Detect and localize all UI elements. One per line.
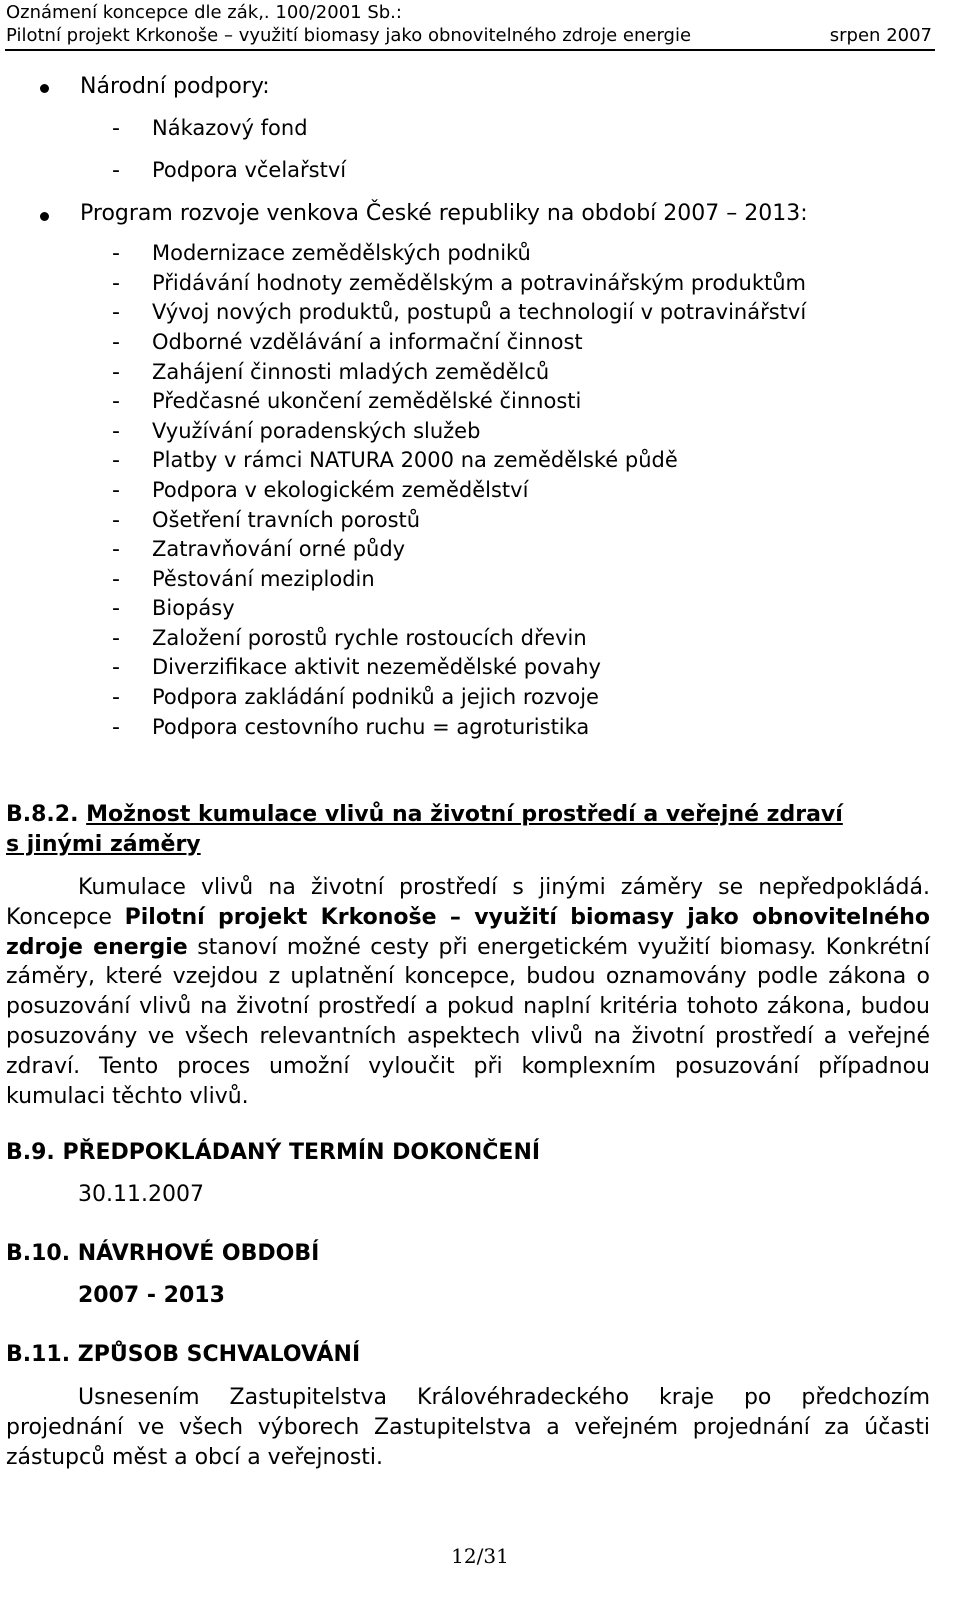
list-item: Podpora cestovního ruchu = agroturistika <box>152 715 590 739</box>
list-item: Odborné vzdělávání a informační činnost <box>152 330 583 354</box>
bullet-icon <box>40 84 49 93</box>
list-item: Diverzifikace aktivit nezemědělské povahy <box>152 655 601 679</box>
section-number: B.8.2. <box>6 802 79 827</box>
list-dash: - <box>112 271 120 296</box>
section-heading-b10: B.10. NÁVRHOVÉ OBDOBÍ <box>6 1241 320 1266</box>
paragraph-bold-title: Pilotní projekt Krkonoše – využití biomasy jako obnovitelného zdroje energie <box>6 904 930 960</box>
header-document-title: Pilotní projekt Krkonoše – využití biomasy jako obnovitelného zdroje energie <box>6 25 692 46</box>
list-item: Pěstování meziplodin <box>152 567 375 591</box>
list-item: Nákazový fond <box>152 116 308 140</box>
paragraph-cumulation <box>6 873 930 1111</box>
list-item: Podpora zakládání podniků a jejich rozvoje <box>152 685 599 709</box>
list-item: Využívání poradenských služeb <box>152 419 481 443</box>
section-heading-b11: B.11. ZPŮSOB SCHVALOVÁNÍ <box>6 1342 361 1367</box>
list-item: Podpora v ekologickém zemědělství <box>152 478 529 502</box>
paragraph-text: Usnesením Zastupitelstva Královéhradeckého kraje po předchozím projednání ve všech výborech Zastupitelstva a veřejném projednání za účasti zástupců měst a obcí a veřejnosti. <box>6 1385 930 1470</box>
section-heading-b9: B.9. PŘEDPOKLÁDANÝ TERMÍN DOKONČENÍ <box>6 1140 541 1165</box>
page-number: 12/31 <box>451 1544 509 1568</box>
list-dash: - <box>112 360 120 385</box>
list-dash: - <box>112 715 120 740</box>
list-dash: - <box>112 596 120 621</box>
list-dash: - <box>112 158 120 183</box>
list-dash: - <box>112 389 120 414</box>
list-item: Zahájení činnosti mladých zemědělců <box>152 360 550 384</box>
header-line-1: Oznámení koncepce dle zák,. 100/2001 Sb.: <box>6 2 402 23</box>
header-date: srpen 2007 <box>829 25 932 46</box>
list-dash: - <box>112 330 120 355</box>
completion-date: 30.11.2007 <box>78 1182 204 1207</box>
paragraph-text: Kumulace vlivů na životní prostředí s jinými záměry se nepředpokládá. Koncepce <box>6 875 930 930</box>
list-dash: - <box>112 300 120 325</box>
list-item: Ošetření travních porostů <box>152 508 421 532</box>
design-period: 2007 - 2013 <box>78 1283 225 1308</box>
list-item: Zatravňování orné půdy <box>152 537 406 561</box>
list-item: Předčasné ukončení zemědělské činnosti <box>152 389 582 413</box>
list-dash: - <box>112 655 120 680</box>
section-heading-b82 <box>6 802 843 827</box>
list-dash: - <box>112 419 120 444</box>
list-dash: - <box>112 448 120 473</box>
list-dash: - <box>112 116 120 141</box>
list-item: Platby v rámci NATURA 2000 na zemědělské půdě <box>152 448 678 472</box>
list-item: Přidávání hodnoty zemědělským a potravinářským produktům <box>152 271 806 295</box>
list-dash: - <box>112 508 120 533</box>
list-dash: - <box>112 478 120 503</box>
list-item: Biopásy <box>152 596 235 620</box>
section-title: Možnost kumulace vlivů na životní prostředí a veřejné zdraví <box>86 802 843 827</box>
list-item: Založení porostů rychle rostoucích dřevin <box>152 626 587 650</box>
section-title-continued: s jinými záměry <box>6 832 201 857</box>
national-support-title: Národní podpory: <box>80 74 270 99</box>
list-dash: - <box>112 537 120 562</box>
paragraph-text: stanoví možné cesty při energetickém využití biomasy. Konkrétní záměry, které vzejdou z uplatnění koncepce, budou oznamovány podle zákona o posuzování vlivů na životní prostředí a pokud naplní kritéria tohoto zákona, budou posuzovány ve všech relevantních aspektech vlivů na životní prostředí a veřejné zdraví. Tento proces umožní vyloučit při komplexním posuzování případnou kumulaci těchto vlivů. <box>6 934 930 1109</box>
list-dash: - <box>112 567 120 592</box>
bullet-icon <box>40 212 49 221</box>
list-item: Vývoj nových produktů, postupů a technologií v potravinářství <box>152 300 807 324</box>
paragraph-approval <box>6 1383 930 1472</box>
list-dash: - <box>112 626 120 651</box>
list-item: Podpora včelařství <box>152 158 347 182</box>
list-item: Modernizace zemědělských podniků <box>152 241 531 265</box>
header-rule <box>5 49 935 51</box>
list-dash: - <box>112 241 120 266</box>
list-dash: - <box>112 685 120 710</box>
program-title: Program rozvoje venkova České republiky na období 2007 – 2013: <box>80 201 808 226</box>
